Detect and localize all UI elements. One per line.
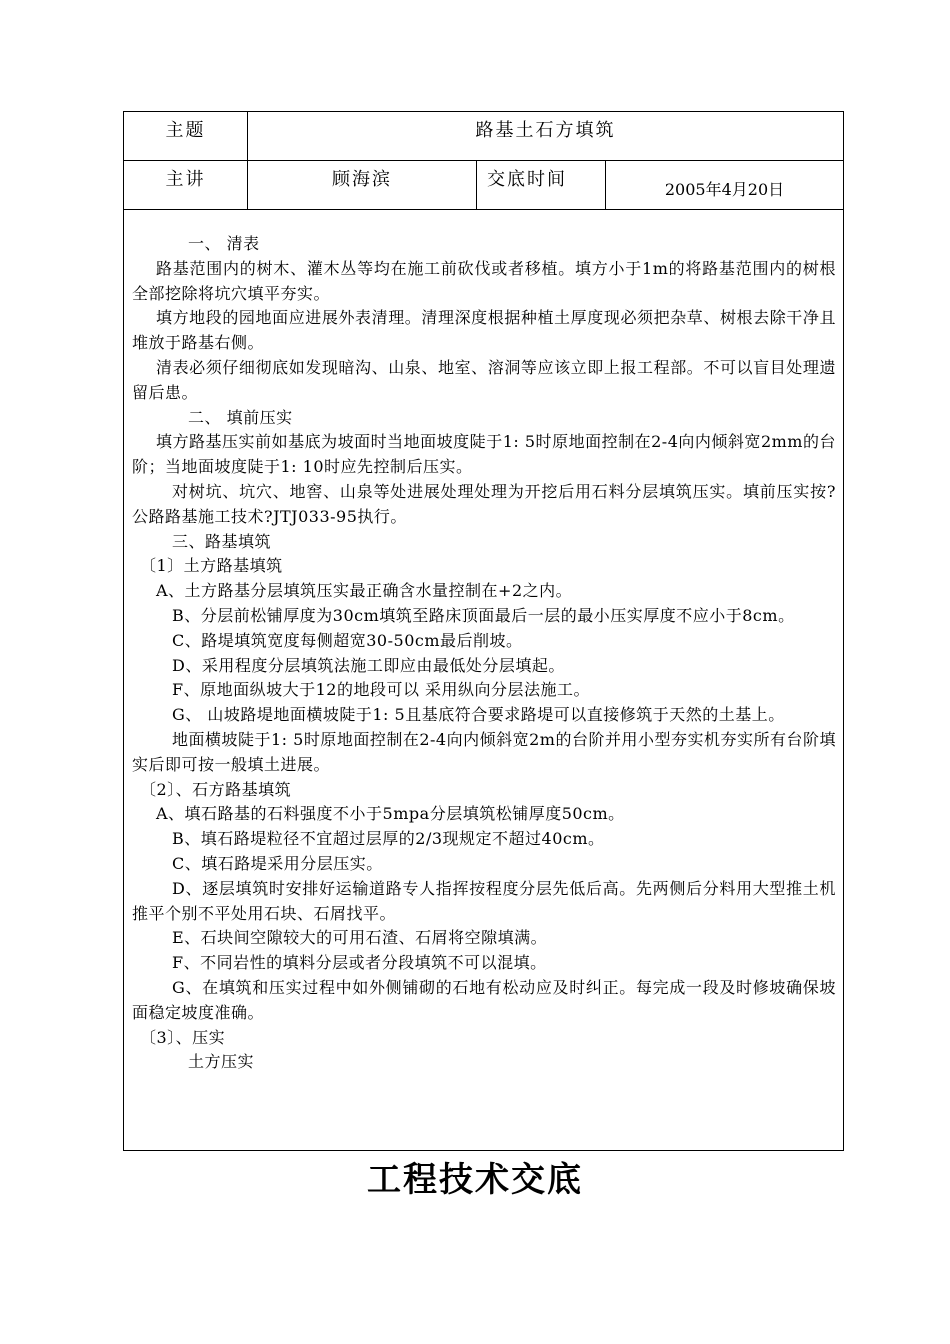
subsection-heading: 〔3〕、压实 [140, 1027, 226, 1047]
paragraph: 地面横坡陡于1: 5时原地面控制在2-4向内倾斜宽2m的台阶并用小型夯实机夯实所有台阶填实后即可按一般填土进展。 [132, 729, 836, 774]
list-item: A、填石路基的石料强度不小于5mpa分层填筑松铺厚度50cm。 [156, 804, 625, 824]
speaker-label: 主讲 [124, 161, 248, 209]
section-heading: 三、路基填筑 [172, 531, 272, 551]
section-heading: 一、 清表 [188, 234, 260, 253]
time-label: 交底时间 [477, 161, 606, 209]
speaker-value: 顾海滨 [248, 161, 477, 209]
paragraph: 路基范围内的树木、灌木丛等均在施工前砍伐或者移植。填方小于1m的将路基范围内的树根全部挖除将坑穴填平夯实。 [132, 258, 836, 303]
disclosure-table [123, 111, 844, 1151]
list-item: D、采用程度分层填筑法施工即应由最低处分层填起。 [172, 655, 565, 675]
subsection-heading: 〔1〕土方路基填筑 [140, 556, 283, 576]
document-title: 工程技术交底 [367, 1160, 583, 1200]
subsection-heading: 〔2〕、石方路基填筑 [140, 779, 292, 799]
subject-label: 主题 [124, 112, 248, 160]
content-body [132, 232, 836, 1075]
list-item: D、逐层填筑时安排好运输道路专人指挥按程度分层先低后高。先两侧后分料用大型推土机推平个别不平处用石块、石屑找平。 [132, 878, 836, 923]
subject-value: 路基土石方填筑 [475, 120, 616, 141]
list-item: G、 山坡路堤地面横坡陡于1: 5且基底符合要求路堤可以直接修筑于天然的土基上。 [172, 705, 785, 725]
list-item: F、原地面纵坡大于12的地段可以 采用纵向分层法施工。 [172, 680, 591, 700]
list-item: B、填石路堤粒径不宜超过层厚的2/3现规定不超过40cm。 [172, 829, 605, 849]
paragraph: 清表必须仔细彻底如发现暗沟、山泉、地室、溶洞等应该立即上报工程部。不可以盲目处理遗留后患。 [132, 357, 836, 402]
list-item: A、土方路基分层填筑压实最正确含水量控制在+2之内。 [156, 581, 573, 601]
paragraph: 对树坑、坑穴、地窖、山泉等处进展处理处理为开挖后用石料分层填筑压实。填前压实按?公路路基施工技术?JTJ033-95执行。 [132, 481, 836, 526]
speaker-row [124, 161, 843, 210]
subject-row [124, 112, 843, 161]
list-item: C、路堤填筑宽度每侧超宽30-50cm最后削坡。 [172, 630, 523, 650]
paragraph: 土方压实 [188, 1052, 255, 1072]
time-value: 2005年4月20日 [664, 180, 785, 199]
list-item: B、分层前松铺厚度为30cm填筑至路床顶面最后一层的最小压实厚度不应小于8cm。 [172, 605, 795, 625]
list-item: G、在填筑和压实过程中如外侧铺砌的石地有松动应及时纠正。每完成一段及时修坡确保坡面稳定坡度准确。 [132, 977, 836, 1022]
list-item: F、不同岩性的填料分层或者分段填筑不可以混填。 [172, 953, 547, 973]
paragraph: 填方路基压实前如基底为坡面时当地面坡度陡于1: 5时原地面控制在2-4向内倾斜宽2mm的台阶；当地面坡度陡于1: 10时应先控制后压实。 [132, 432, 836, 477]
list-item: C、填石路堤采用分层压实。 [172, 853, 383, 873]
section-heading: 二、 填前压实 [188, 407, 293, 427]
list-item: E、石块间空隙较大的可用石渣、石屑将空隙填满。 [172, 928, 548, 948]
paragraph: 填方地段的园地面应进展外表清理。清理深度根据种植土厚度现必须把杂草、树根去除干净且堆放于路基右侧。 [132, 308, 836, 353]
